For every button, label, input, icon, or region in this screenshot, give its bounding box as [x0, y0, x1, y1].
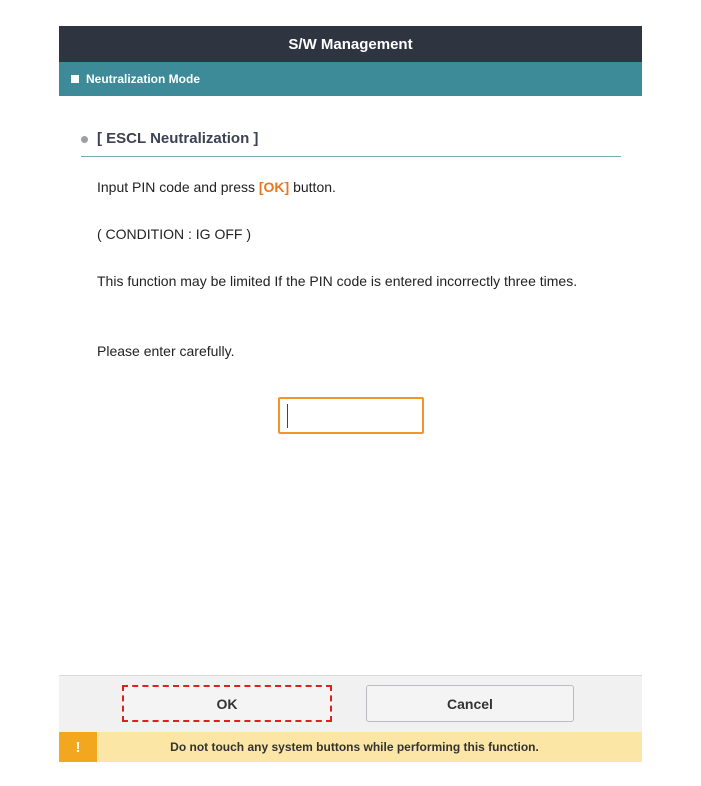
- cancel-button[interactable]: [366, 685, 574, 722]
- ok-button-label: OK: [216, 695, 238, 712]
- exclamation-icon: !: [59, 732, 97, 762]
- mode-header: [59, 62, 642, 96]
- window-title: [59, 26, 642, 62]
- condition-text: ( CONDITION : IG OFF ): [97, 226, 251, 242]
- warning-text: Do not touch any system buttons while performing this function.: [170, 740, 539, 754]
- window-title-text: S/W Management: [288, 35, 413, 53]
- ok-button[interactable]: [122, 685, 332, 722]
- warning-bar: [59, 732, 642, 762]
- bullet-icon: [81, 136, 88, 143]
- text-caret: [287, 404, 288, 428]
- instruction-pin-suffix: button.: [289, 179, 336, 195]
- sw-management-dialog: [59, 26, 642, 762]
- square-icon: [71, 75, 79, 83]
- pin-code-input[interactable]: [280, 399, 422, 432]
- pin-code-field[interactable]: [278, 397, 424, 434]
- mode-header-label: Neutralization Mode: [86, 72, 201, 86]
- caution-text: Please enter carefully.: [97, 343, 235, 359]
- button-bar: [59, 675, 642, 733]
- section-header: [81, 130, 621, 157]
- instruction-pin: [97, 176, 597, 199]
- cancel-button-label: Cancel: [447, 695, 493, 712]
- limit-warning-text: This function may be limited If the PIN code is entered incorrectly three times.: [97, 273, 578, 289]
- section-title: [ ESCL Neutralization ]: [97, 130, 259, 147]
- instruction-ok-highlight: [OK]: [258, 179, 290, 195]
- instruction-pin-prefix: Input PIN code and press: [97, 179, 259, 195]
